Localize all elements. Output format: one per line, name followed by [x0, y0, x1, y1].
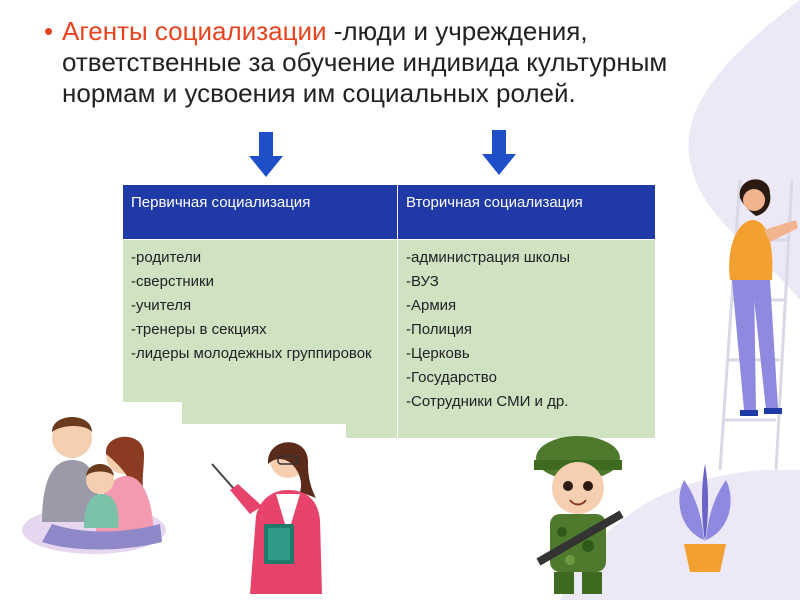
down-arrow-icon [248, 132, 284, 178]
teacher-illustration [180, 424, 346, 594]
slide-heading [44, 16, 702, 109]
list-item: -тренеры в секциях [131, 321, 267, 338]
list-item: -Полиция [406, 321, 473, 338]
list-item: -учителя [131, 297, 192, 314]
heading-term: Агенты социализации [62, 16, 327, 46]
list-item: -родители [131, 249, 202, 266]
list-item: -Церковь [406, 345, 470, 362]
soldier-illustration [524, 436, 634, 596]
family-illustration [12, 402, 182, 582]
header-primary: Первичная социализация [123, 185, 398, 240]
list-item: -сверстники [131, 273, 214, 290]
list-item: -ВУЗ [406, 273, 439, 290]
list-item: -Государство [406, 369, 497, 386]
list-item: -Сотрудники СМИ и др. [406, 393, 569, 410]
list-item: -лидеры молодежных группировок [131, 345, 372, 362]
down-arrow-icon [481, 130, 517, 176]
bullet-marker: • [44, 16, 54, 46]
woman-on-ladder-illustration [700, 170, 800, 470]
list-item: -Армия [406, 297, 457, 314]
heading-definition: -люди и учреждения, ответственные за обучение индивида культурным нормам и усвоения им социальных ролей. [62, 16, 668, 108]
header-secondary: Вторичная социализация [398, 185, 656, 240]
plant-illustration [660, 460, 750, 580]
socialization-table [122, 184, 656, 439]
cell-secondary-agents [398, 240, 656, 439]
list-item: -администрация школы [406, 249, 571, 266]
